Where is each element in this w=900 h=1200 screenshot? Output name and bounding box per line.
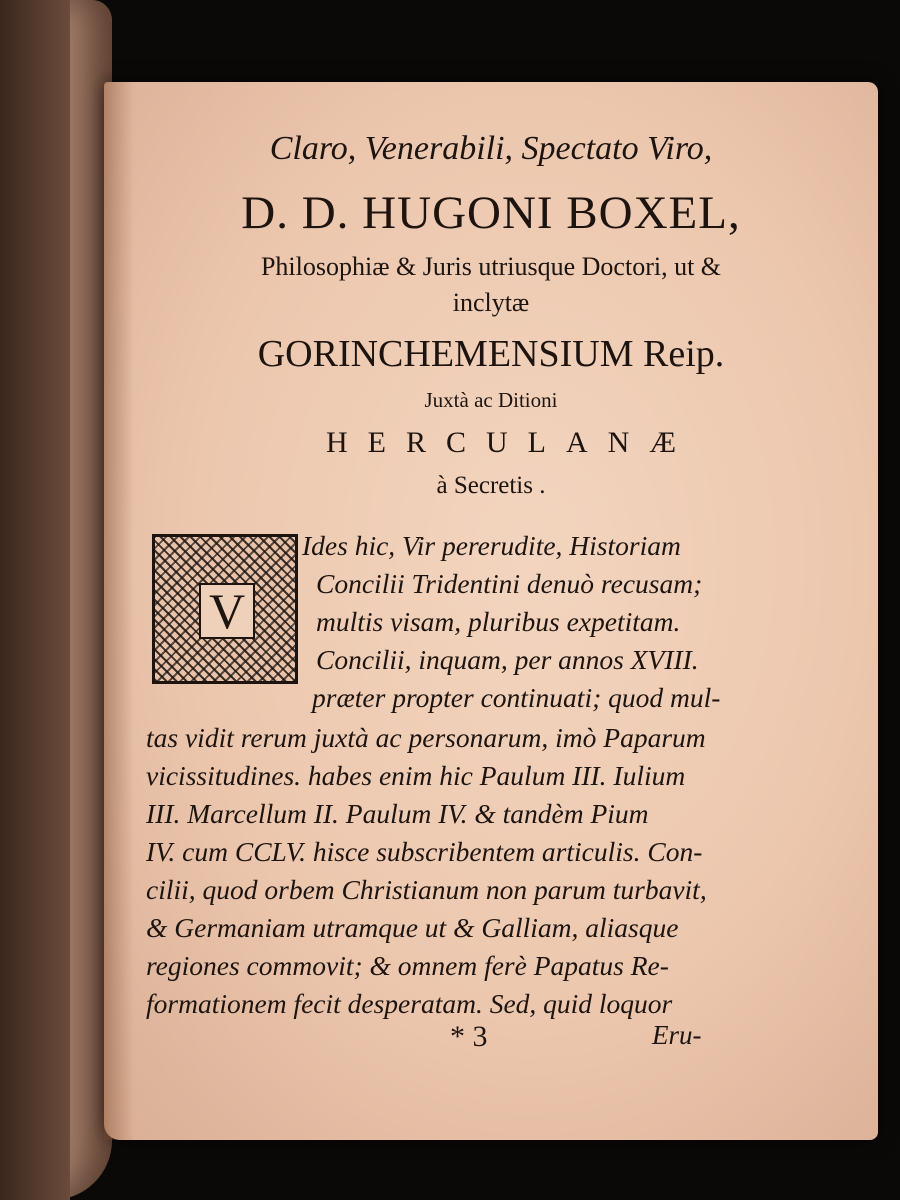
gutter-shadow [104, 82, 134, 1140]
left-facing-page [0, 0, 112, 1200]
office-line: à Secretis . [436, 472, 546, 499]
body-line-13: formationem fecit desperatam. Sed, quid loquor [146, 988, 673, 1019]
salutation-line: Claro, Venerabili, Spectato Viro, [269, 130, 713, 167]
ornamental-initial [152, 534, 298, 684]
body-line-4: Concilii, inquam, per annos XVIII. [316, 644, 699, 675]
juxta-line: Juxtà ac Ditioni [424, 388, 558, 412]
body-line-7: vicissitudines. habes enim hic Paulum III. Iulium [146, 760, 686, 791]
body-line-9: IV. cum CCLV. hisce subscribentem articulis. Con- [146, 836, 703, 867]
body-line-12: regiones commovit; & omnem ferè Papatus Re- [146, 950, 669, 981]
book-page [104, 82, 878, 1140]
body-line-11: & Germaniam utramque ut & Galliam, aliasque [146, 912, 679, 943]
body-line-2: Concilii Tridentini denuò recusam; [316, 568, 703, 599]
body-line-8: III. Marcellum II. Paulum IV. & tandèm Pium [146, 798, 649, 829]
body-line-5: præter propter continuati; quod mul- [312, 682, 721, 713]
left-page-edge [0, 0, 70, 1200]
catchword: Eru- [652, 1020, 702, 1050]
region-line: HERCULANÆ [325, 426, 696, 459]
degree-line-2: inclytæ [452, 288, 530, 317]
signature-mark: * 3 [450, 1020, 488, 1053]
body-line-1: Ides hic, Vir pererudite, Historiam [302, 530, 681, 561]
drop-cap-letter: V [199, 583, 255, 639]
body-line-10: cilii, quod orbem Christianum non parum turbavit, [146, 874, 707, 905]
body-line-3: multis visam, pluribus expetitam. [316, 606, 681, 637]
body-line-6: tas vidit rerum juxtà ac personarum, imò Paparum [146, 722, 706, 753]
degree-line-1: Philosophiæ & Juris utriusque Doctori, ut & [260, 252, 722, 281]
city-line: GORINCHEMENSIUM Reip. [257, 333, 725, 375]
dedicatee-name: D. D. HUGONI BOXEL, [241, 187, 741, 239]
